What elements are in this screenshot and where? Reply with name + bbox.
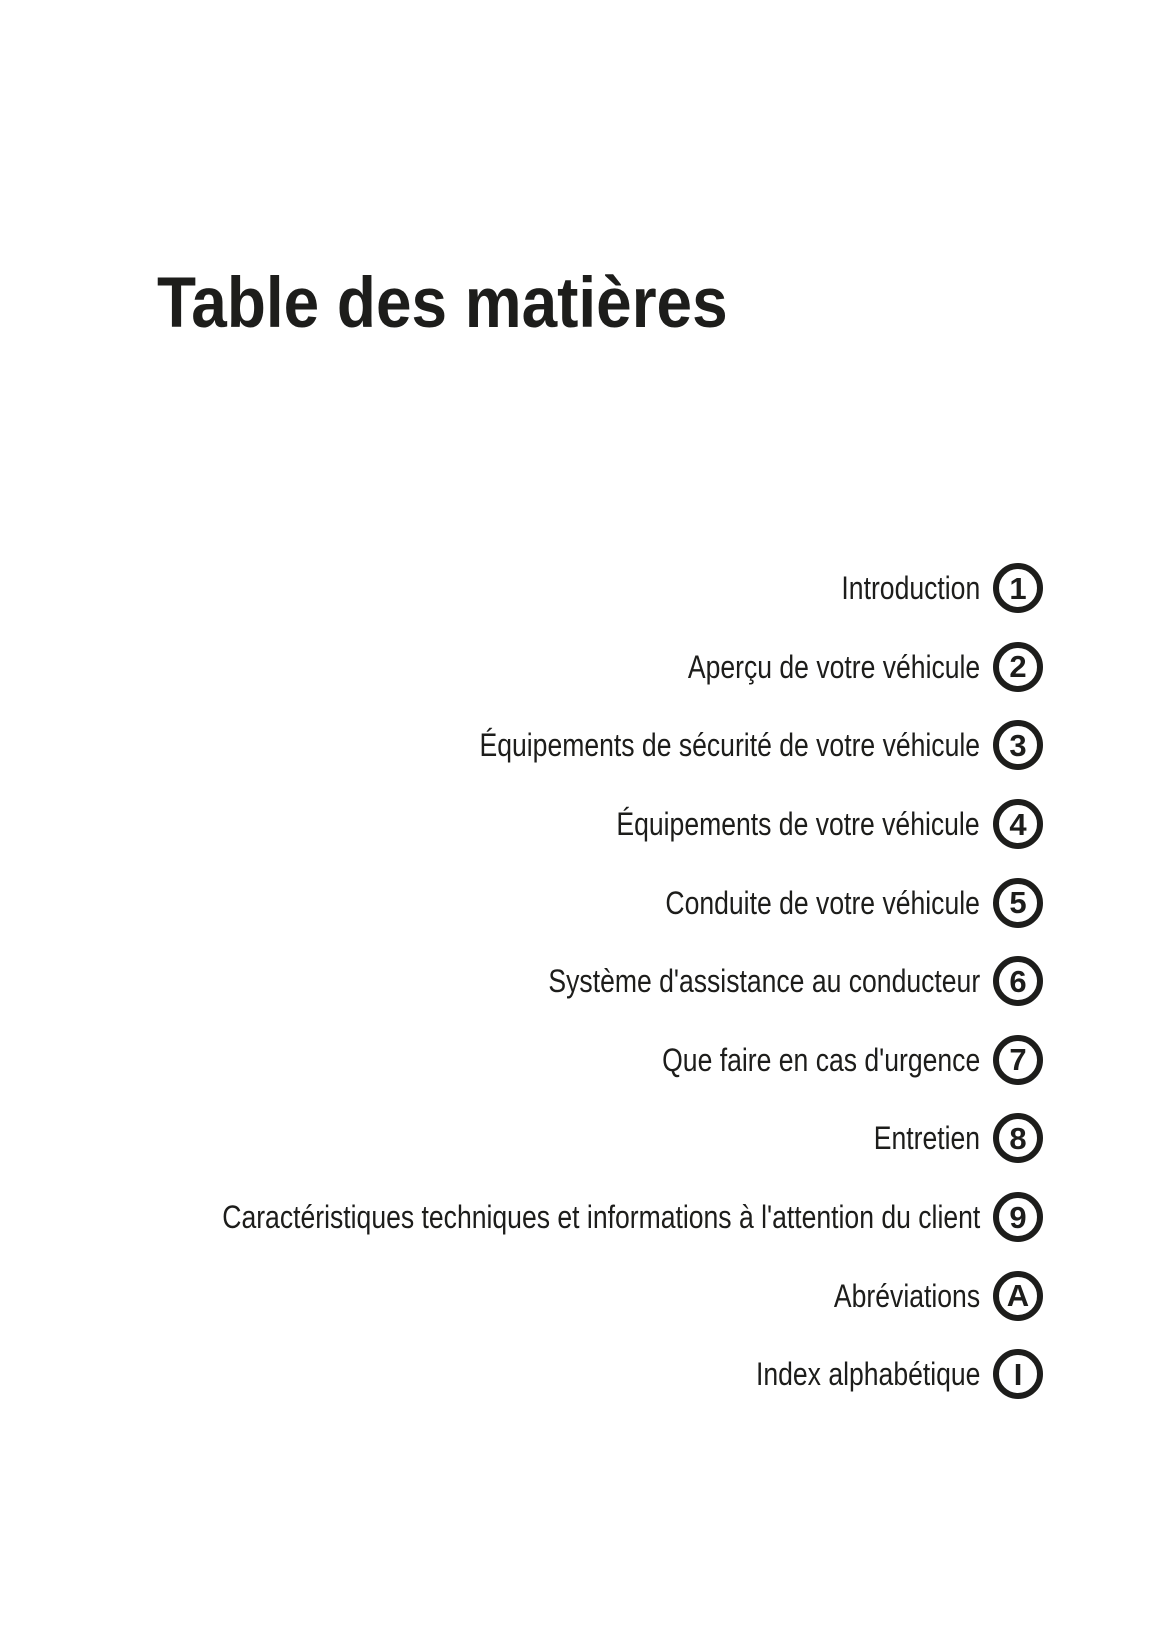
chapter-number-badge: 9 [993,1192,1043,1242]
toc-entry[interactable] [0,628,1043,707]
toc-entry[interactable] [0,785,1043,864]
chapter-number-badge: 1 [993,563,1043,613]
chapter-number-badge: 6 [993,956,1043,1006]
toc-entry-label: Conduite de votre véhicule [665,884,980,921]
toc-entry-label: Équipements de votre véhicule [616,806,980,843]
toc-entry-label: Index alphabétique [755,1356,980,1393]
toc-entry-label: Entretien [873,1120,980,1157]
chapter-number-badge: 8 [993,1113,1043,1163]
toc-entry-label: Système d'assistance au conducteur [548,963,980,1000]
chapter-number-badge: 5 [993,878,1043,928]
chapter-number-badge: 7 [993,1035,1043,1085]
chapter-number-badge: I [993,1349,1043,1399]
toc-entry-label: Que faire en cas d'urgence [661,1041,980,1078]
page-title: Table des matières [157,264,728,343]
toc-entry[interactable] [0,1099,1043,1178]
toc-entry[interactable] [0,1256,1043,1335]
toc-entry-label: Équipements de sécurité de votre véhicule [479,727,980,764]
toc-entry[interactable] [0,706,1043,785]
chapter-number-badge: 3 [993,720,1043,770]
toc-entry[interactable] [0,549,1043,628]
chapter-number-badge: 4 [993,799,1043,849]
chapter-number-badge: A [993,1271,1043,1321]
toc-entry-label: Caractéristiques techniques et informations à l'attention du client [221,1199,980,1236]
toc-entry-label: Introduction [841,570,980,607]
toc-entry[interactable] [0,1335,1043,1414]
toc-list [0,549,1043,1414]
toc-entry-label: Abréviations [833,1277,980,1314]
toc-entry[interactable] [0,863,1043,942]
toc-entry[interactable] [0,1021,1043,1100]
chapter-number-badge: 2 [993,642,1043,692]
toc-entry-label: Aperçu de votre véhicule [687,648,980,685]
toc-entry[interactable] [0,1178,1043,1257]
toc-entry[interactable] [0,942,1043,1021]
